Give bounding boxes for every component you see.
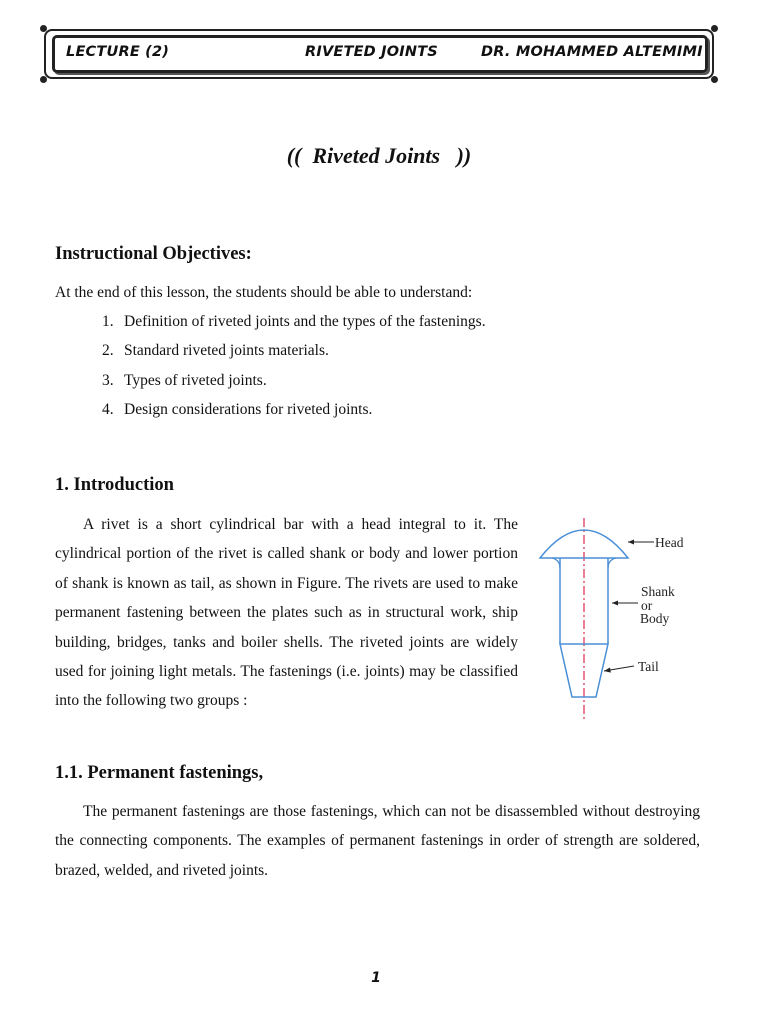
- header-corner-dot: [711, 76, 718, 83]
- header-corner-dot: [40, 76, 47, 83]
- objective-item: [102, 401, 372, 419]
- label-or: or: [641, 598, 653, 613]
- objective-text: Standard riveted joints materials.: [124, 342, 329, 359]
- objective-item: [102, 372, 267, 390]
- objective-number: 3.: [102, 372, 114, 389]
- header-corner-dot: [40, 25, 47, 32]
- introduction-body: [55, 510, 518, 716]
- objective-item: [102, 313, 486, 331]
- objective-number: 1.: [102, 313, 114, 330]
- permanent-heading: 1.1. Permanent fastenings,: [55, 763, 264, 783]
- rivet-figure: [530, 516, 710, 721]
- permanent-paragraph: The permanent fastenings are those fastenings, which can not be disassembled without destroying the connecting components. The examples of permanent fastenings in order of strength are soldered, brazed, welded, and riveted joints.: [55, 803, 700, 879]
- header-corner-dot: [711, 25, 718, 32]
- objective-text: Design considerations for riveted joints.: [124, 401, 373, 418]
- header-topic: RIVETED JOINTS: [305, 44, 438, 60]
- objective-number: 4.: [102, 401, 114, 418]
- objectives-heading: Instructional Objectives:: [55, 244, 252, 264]
- page-number: 1: [371, 970, 381, 986]
- label-shank: Shank: [641, 584, 675, 599]
- permanent-body: [55, 797, 700, 885]
- objectives-intro: At the end of this lesson, the students should be able to understand:: [55, 284, 473, 301]
- header-author: DR. MOHAMMED ALTEMIMI: [481, 44, 703, 60]
- introduction-paragraph: A rivet is a short cylindrical bar with a head integral to it. The cylindrical portion of the rivet is called shank or body and lower portion of shank is known as tail, as shown in Figure. The rivets are used to make permanent fastening between the plates such as in structural work, ship building, bridges, tanks and boiler shells. The riveted joints are widely used for joining light metals. The fastenings (i.e. joints) may be classified into the following two groups :: [55, 516, 518, 710]
- introduction-heading: 1. Introduction: [55, 475, 174, 495]
- objective-text: Definition of riveted joints and the types of the fastenings.: [124, 313, 486, 330]
- objective-item: [102, 342, 329, 360]
- objective-text: Types of riveted joints.: [124, 372, 267, 389]
- objective-number: 2.: [102, 342, 114, 359]
- label-body: Body: [640, 611, 670, 626]
- page-title: (( Riveted Joints )): [286, 143, 472, 168]
- header-lecture: LECTURE (2): [66, 44, 170, 60]
- label-tail: Tail: [638, 659, 659, 674]
- label-head: Head: [655, 535, 684, 550]
